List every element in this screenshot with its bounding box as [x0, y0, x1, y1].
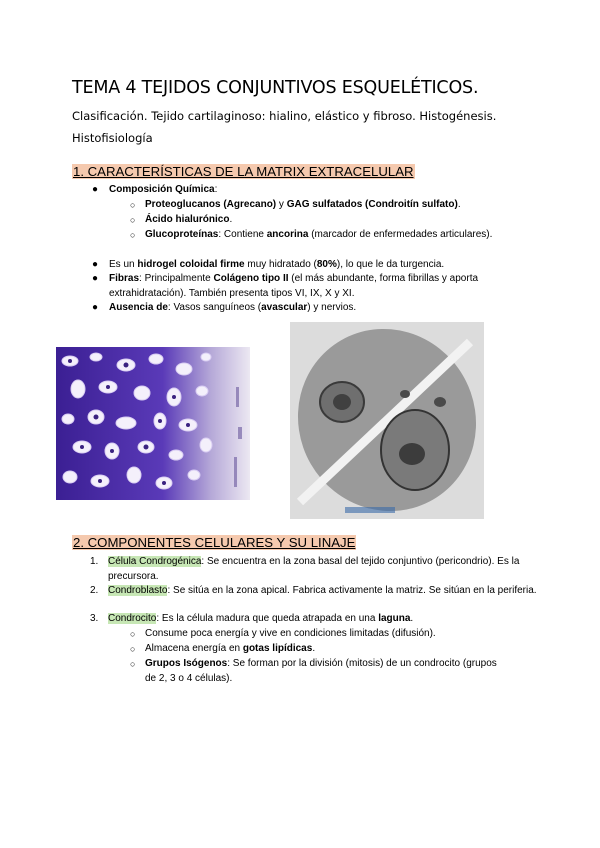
bullet-icon: ○	[130, 629, 136, 639]
bullet-icon: ○	[130, 200, 136, 210]
document-subtitle: Clasificación. Tejido cartilaginoso: hialino, elástico y fibroso. Histogénesis. Histofisiología	[72, 109, 497, 145]
hyaline-cartilage-micrograph	[56, 347, 250, 500]
chondrocyte-electron-micrograph	[290, 322, 484, 519]
bullet-icon: ●	[92, 259, 99, 270]
bullet-icon: ●	[92, 273, 99, 284]
bullet-icon: ●	[92, 184, 99, 195]
bullet-icon: ○	[130, 215, 136, 225]
section-2-heading: 2. COMPONENTES CELULARES Y SU LINAJE	[73, 535, 356, 550]
bullet-icon: ●	[92, 302, 99, 313]
bullet-icon: ○	[130, 644, 136, 654]
bullet-icon: ○	[130, 230, 136, 240]
section-1-heading: 1. CARACTERÍSTICAS DE LA MATRIX EXTRACELULAR	[73, 164, 414, 179]
bullet-icon: ○	[130, 659, 136, 669]
document-title: TEMA 4 TEJIDOS CONJUNTIVOS ESQUELÉTICOS.	[72, 78, 479, 98]
